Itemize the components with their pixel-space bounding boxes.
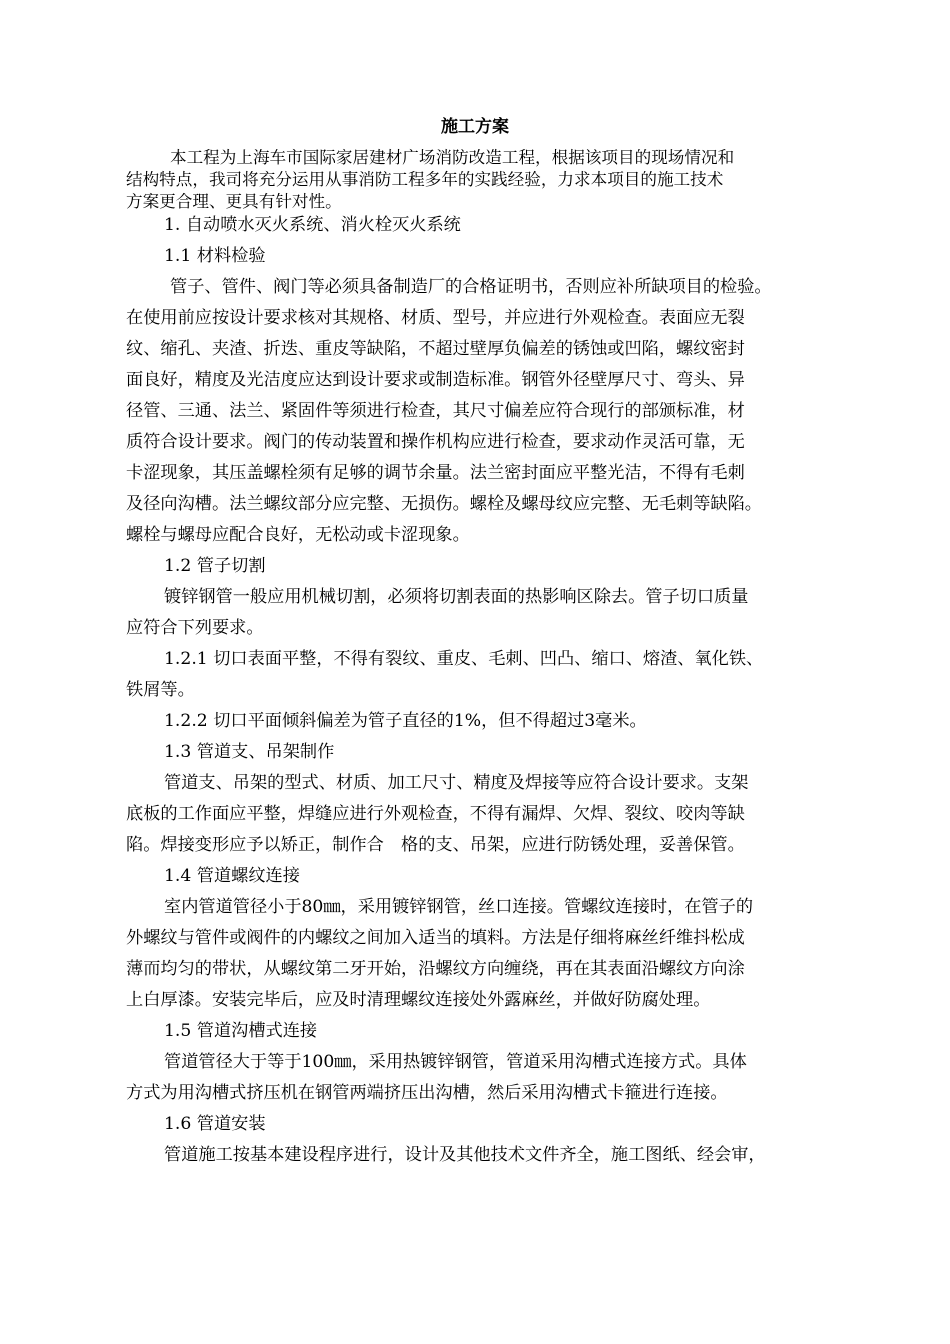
paragraph-line: 径管、三通、法兰、紧固件等须进行检查，其尺寸偏差应符合现行的部颁标准，材 [126, 401, 745, 421]
paragraph-line: 镀锌钢管一般应用机械切割，必须将切割表面的热影响区除去。管子切口质量 [164, 587, 749, 607]
paragraph-line: 管道支、吊架的型式、材质、加工尺寸、精度及焊接等应符合设计要求。支架 [164, 773, 749, 793]
paragraph-line: 管子、管件、阀门等必须具备制造厂的合格证明书，否则应补所缺项目的检验。 [170, 277, 772, 297]
section-heading: 1.6 管道安装 [164, 1114, 266, 1134]
section-heading: 1.5 管道沟槽式连接 [164, 1021, 318, 1041]
paragraph-line: 卡涩现象，其压盖螺栓须有足够的调节余量。法兰密封面应平整光洁，不得有毛刺 [126, 463, 745, 483]
paragraph-line: 底板的工作面应平整，焊缝应进行外观检查，不得有漏焊、欠焊、裂纹、咬肉等缺 [126, 804, 745, 824]
paragraph-line: 上白厚漆。安装完毕后，应及时清理螺纹连接处外露麻丝，并做好防腐处理。 [126, 990, 711, 1010]
paragraph-line: 薄而均匀的带状，从螺纹第二牙开始，沿螺纹方向缠绕，再在其表面沿螺纹方向涂 [126, 959, 745, 979]
paragraph-line: 螺栓与螺母应配合良好，无松动或卡涩现象。 [126, 525, 470, 545]
paragraph-line: 应符合下列要求。 [126, 618, 264, 638]
document-title: 施工方案 [441, 117, 509, 137]
paragraph-line: 在使用前应按设计要求核对其规格、材质、型号，并应进行外观检查。表面应无裂 [126, 308, 745, 328]
section-heading: 1. 自动喷水灭火系统、消火栓灭火系统 [164, 215, 461, 235]
paragraph-line: 1.2.1 切口表面平整，不得有裂纹、重皮、毛刺、凹凸、缩口、熔渣、氧化铁、 [164, 649, 764, 669]
intro-line: 本工程为上海车市国际家居建材广场消防改造工程，根据该项目的现场情况和 [170, 148, 735, 167]
paragraph-line: 面良好，精度及光洁度应达到设计要求或制造标准。钢管外径壁厚尺寸、弯头、异 [126, 370, 745, 390]
paragraph-line: 管道施工按基本建设程序进行，设计及其他技术文件齐全，施工图纸、经会审， [164, 1145, 766, 1165]
paragraph-line: 纹、缩孔、夹渣、折迭、重皮等缺陷，不超过壁厚负偏差的锈蚀或凹陷，螺纹密封 [126, 339, 745, 359]
paragraph-line: 室内管道管径小于80㎜，采用镀锌钢管，丝口连接。管螺纹连接时，在管子的 [164, 897, 754, 917]
paragraph-line: 陷。焊接变形应予以矫正，制作合 格的支、吊架，应进行防锈处理，妥善保管。 [126, 835, 745, 855]
intro-line: 方案更合理、更具有针对性。 [126, 192, 342, 211]
paragraph-line: 及径向沟槽。法兰螺纹部分应完整、无损伤。螺栓及螺母纹应完整、无毛刺等缺陷。 [126, 494, 762, 514]
section-heading: 1.2 管子切割 [164, 556, 266, 576]
paragraph-line: 外螺纹与管件或阀件的内螺纹之间加入适当的填料。方法是仔细将麻丝纤维抖松成 [126, 928, 745, 948]
section-heading: 1.3 管道支、吊架制作 [164, 742, 335, 762]
section-heading: 1.4 管道螺纹连接 [164, 866, 300, 886]
paragraph-line: 铁屑等。 [126, 680, 195, 700]
paragraph-line: 管道管径大于等于100㎜，采用热镀锌钢管，管道采用沟槽式连接方式。具体 [164, 1052, 747, 1072]
section-heading: 1.1 材料检验 [164, 246, 266, 266]
paragraph-line: 方式为用沟槽式挤压机在钢管两端挤压出沟槽，然后采用沟槽式卡箍进行连接。 [126, 1083, 728, 1103]
paragraph-line: 质符合设计要求。阀门的传动装置和操作机构应进行检查，要求动作灵活可靠，无 [126, 432, 745, 452]
intro-line: 结构特点，我司将充分运用从事消防工程多年的实践经验，力求本项目的施工技术 [126, 170, 724, 189]
paragraph-line: 1.2.2 切口平面倾斜偏差为管子直径的1%，但不得超过3毫米。 [164, 711, 647, 731]
